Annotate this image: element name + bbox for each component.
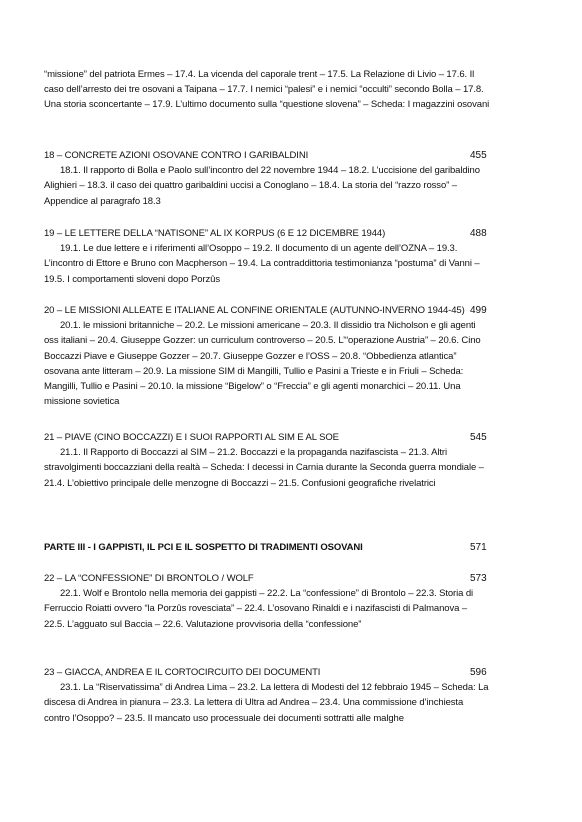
entry-page-number: 455	[470, 150, 487, 161]
entry-subsections: 20.1. le missioni britanniche – 20.2. Le missioni americane – 20.3. Il dissidio tra Nicholson e gli agenti oss italiani – 20.4. Giuseppe Gozzer: un curriculum controverso – 20.5. L’“operazione Austria” – 20.6. Cino Boccazzi Piave e Giuseppe Gozzer – 20.7. Giuseppe Gozzer e l’OSS – 20.8. “Obbedienza atlantica” osovana ante litteram – 20.9. La missione SIM di Mangilli, Tullio e Pasini a Trieste e in Friuli – Scheda: Mangilli, Tullio e Pasini – 20.10. la missione “Bigelow” o “Freccia” e gli agenti monarchici – 20.11. Una missione sovietica	[44, 320, 481, 408]
entry-title: 19 – LE LETTERE DELLA “NATISONE” AL IX KORPUS (6 E 12 DICEMBRE 1944)	[44, 228, 386, 239]
entry-page-number: 596	[470, 667, 487, 678]
entry-page-number: 488	[470, 228, 487, 239]
part-title: PARTE III - I GAPPISTI, IL PCI E IL SOSPETTO DI TRADIMENTI OSOVANI	[44, 542, 363, 553]
entry-subsections: 21.1. Il Rapporto di Boccazzi al SIM – 21.2. Boccazzi e la propaganda nazifascista – 21.3. Altri stravolgimenti boccazziani della realtà – Scheda: I decessi in Carnia durante la Seconda guerra mondiale – 21.4. L’obiettivo principale delle menzogne di Boccazzi – 21.5. Confusioni geografiche rivelatrici	[44, 447, 484, 489]
toc-part-3	[44, 540, 490, 555]
entry-page-number: 573	[470, 573, 487, 584]
entry-page-number: 571	[470, 542, 487, 553]
entry-page-number: 545	[470, 432, 487, 443]
entry-page-number: 499	[470, 305, 487, 316]
toc-entry-18	[44, 148, 490, 209]
entry-subsections: 22.1. Wolf e Brontolo nella memoria dei gappisti – 22.2. La “confessione” di Brontolo – 22.3. Storia di Ferruccio Roiatti ovvero “la Porzûs rovesciata” – 22.4. L’osovano Rinaldi e i nazifascisti di Palmanova – 22.5. L’agguato sul Baccia – 22.6. Valutazione provvisoria della “confessione”	[44, 588, 474, 630]
entry-subsections: 18.1. Il rapporto di Bolla e Paolo sull’incontro del 22 novembre 1944 – 18.2. L’uccisione del garibaldino Alighieri – 18.3. il caso dei quattro garibaldini uccisi a Conoglano – 18.4. La storia del “razzo rosso” – Appendice al paragrafo 18.3	[44, 165, 480, 207]
entry-subsections: 23.1. La “Riservatissima” di Andrea Lima – 23.2. La lettera di Modesti del 12 febbraio 1945 – Scheda: La discesa di Andrea in pianura – 23.3. La lettera di Ultra ad Andrea – 23.4. Una commissione d’inchiesta contro l’Osoppo? – 23.5. Il mancato uso processuale dei documenti sottratti alle malghe	[44, 682, 489, 724]
toc-entry-22	[44, 571, 490, 632]
entry-title: 22 – LA “CONFESSIONE” DI BRONTOLO / WOLF	[44, 573, 254, 584]
entry-title: 21 – PIAVE (CINO BOCCAZZI) E I SUOI RAPPORTI AL SIM E AL SOE	[44, 432, 339, 443]
toc-entry-23	[44, 665, 490, 726]
toc-entry-21	[44, 430, 490, 491]
entry-title: 20 – LE MISSIONI ALLEATE E ITALIANE AL CONFINE ORIENTALE (AUTUNNO-INVERNO 1944-45)	[44, 305, 465, 316]
toc-entry-19	[44, 226, 490, 287]
toc-entry-20	[44, 303, 490, 409]
entry-subsections: “missione” del patriota Ermes – 17.4. La vicenda del caporale trent – 17.5. La Relazione di Livio – 17.6. Il caso dell’arresto dei tre osovani a Taipana – 17.7. I nemici “palesi” e i nemici “occulti” secondo Bolla – 17.8. Una storia sconcertante – 17.9. L’ultimo documento sulla “questione slovena” – Scheda: I magazzini osovani	[44, 69, 490, 111]
toc-entry-17-continued	[44, 67, 490, 113]
entry-subsections: 19.1. Le due lettere e i riferimenti all’Osoppo – 19.2. Il documento di un agente dell’OZNA – 19.3. L’incontro di Ettore e Bruno con Macpherson – 19.4. La contraddittoria testimonianza “postuma” di Vanni – 19.5. I comportamenti sloveni dopo Porzûs	[44, 243, 480, 285]
entry-title: 18 – CONCRETE AZIONI OSOVANE CONTRO I GARIBALDINI	[44, 150, 309, 161]
entry-title: 23 – GIACCA, ANDREA E IL CORTOCIRCUITO DEI DOCUMENTI	[44, 667, 321, 678]
